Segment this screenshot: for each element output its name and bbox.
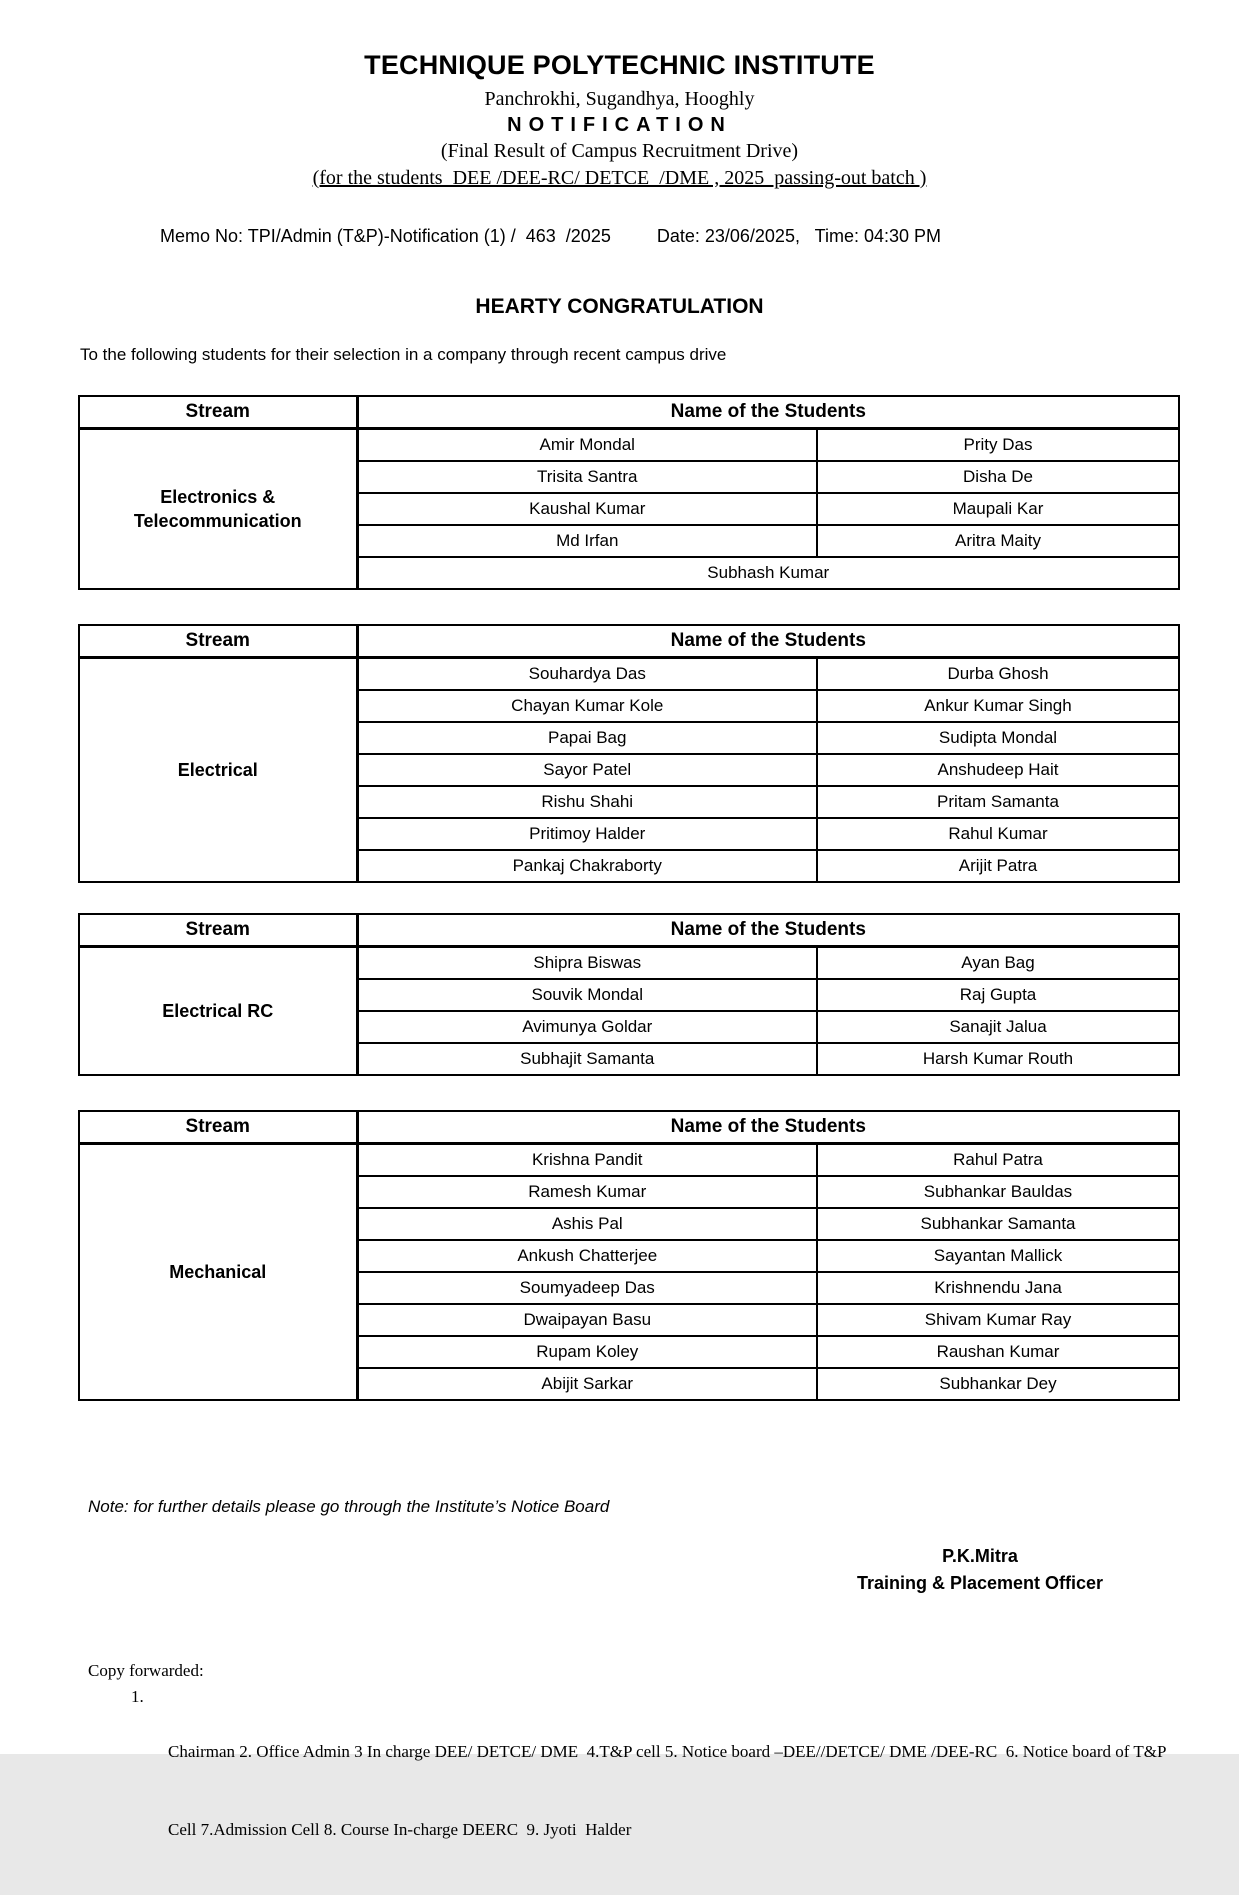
- student-name-cell: Abijit Sarkar: [357, 1368, 817, 1400]
- copy-forwarded-section: [88, 1661, 1239, 1895]
- student-name-cell: Pritimoy Halder: [357, 818, 817, 850]
- signature-block: [810, 1543, 1150, 1597]
- student-name-cell: Rishu Shahi: [357, 786, 817, 818]
- names-header-cell: Name of the Students: [357, 914, 1179, 947]
- notification-subtitle: (Final Result of Campus Recruitment Drive): [440, 140, 799, 162]
- copy-list-text: [168, 1687, 1178, 1895]
- names-header-cell: Name of the Students: [357, 625, 1179, 658]
- student-name-cell: Raushan Kumar: [817, 1336, 1179, 1368]
- stream-table-mechanical: [78, 1110, 1180, 1401]
- stream-cell: Electronics & Telecommunication: [79, 429, 357, 590]
- student-name-cell: Raj Gupta: [817, 979, 1179, 1011]
- student-name-cell: Kaushal Kumar: [357, 493, 817, 525]
- student-name-cell: Ramesh Kumar: [357, 1176, 817, 1208]
- student-name-cell: Souhardya Das: [357, 658, 817, 691]
- student-name-cell: Sayor Patel: [357, 754, 817, 786]
- names-header-cell: Name of the Students: [357, 1111, 1179, 1144]
- student-name-cell: Sayantan Mallick: [817, 1240, 1179, 1272]
- table-header-row: [79, 914, 1179, 947]
- institute-address: Panchrokhi, Sugandhya, Hooghly: [484, 88, 755, 110]
- signatory-title: Training & Placement Officer: [856, 1573, 1104, 1593]
- student-name-cell: Durba Ghosh: [817, 658, 1179, 691]
- student-name-cell: Maupali Kar: [817, 493, 1179, 525]
- memo-number: Memo No: TPI/Admin (T&P)-Notification (1) / 463 /2025: [160, 226, 611, 246]
- student-name-cell: Subhankar Bauldas: [817, 1176, 1179, 1208]
- stream-cell: Electrical: [79, 658, 357, 883]
- student-name-cell: Disha De: [817, 461, 1179, 493]
- table-header-row: [79, 1111, 1179, 1144]
- stream-header-cell: Stream: [79, 396, 357, 429]
- student-name-cell: Krishnendu Jana: [817, 1272, 1179, 1304]
- student-name-cell: Amir Mondal: [357, 429, 817, 462]
- student-name-cell: Krishna Pandit: [357, 1144, 817, 1177]
- student-name-cell: Rupam Koley: [357, 1336, 817, 1368]
- student-name-cell: Harsh Kumar Routh: [817, 1043, 1179, 1075]
- student-name-cell: Pritam Samanta: [817, 786, 1179, 818]
- stream-header-cell: Stream: [79, 625, 357, 658]
- student-name-cell: Ankur Kumar Singh: [817, 690, 1179, 722]
- student-name-cell: Avimunya Goldar: [357, 1011, 817, 1043]
- stream-table-electrical: [78, 624, 1180, 883]
- span-student-name-cell: Subhash Kumar: [357, 557, 1179, 589]
- student-name-cell: Arijit Patra: [817, 850, 1179, 882]
- student-name-cell: Ayan Bag: [817, 947, 1179, 980]
- student-name-cell: Shivam Kumar Ray: [817, 1304, 1179, 1336]
- student-name-cell: Ankush Chatterjee: [357, 1240, 817, 1272]
- audience-line: (for the students DEE /DEE-RC/ DETCE /DME , 2025 passing-out batch ): [312, 167, 927, 189]
- student-name-cell: Md Irfan: [357, 525, 817, 557]
- student-name-cell: Shipra Biswas: [357, 947, 817, 980]
- intro-text: To the following students for their selection in a company through recent campus drive: [80, 345, 727, 364]
- table-header-row: [79, 396, 1179, 429]
- stream-header-cell: Stream: [79, 914, 357, 947]
- student-name-cell: Ashis Pal: [357, 1208, 817, 1240]
- table-row: [79, 1144, 1179, 1177]
- student-name-cell: Soumyadeep Das: [357, 1272, 817, 1304]
- student-name-cell: Aritra Maity: [817, 525, 1179, 557]
- copy-list-line2: Cell 7.Admission Cell 8. Course In-charge DEERC 9. Jyoti Halder: [168, 1820, 632, 1839]
- student-name-cell: Dwaipayan Basu: [357, 1304, 817, 1336]
- stream-cell: Electrical RC: [79, 947, 357, 1076]
- table-row: [79, 947, 1179, 980]
- stream-table-electrical-rc: [78, 913, 1180, 1076]
- stream-header-cell: Stream: [79, 1111, 357, 1144]
- student-name-cell: Rahul Kumar: [817, 818, 1179, 850]
- note-text: Note: for further details please go through the Institute’s Notice Board: [88, 1497, 610, 1516]
- student-name-cell: Trisita Santra: [357, 461, 817, 493]
- memo-date-time: Date: 23/06/2025, Time: 04:30 PM: [656, 226, 942, 246]
- student-name-cell: Rahul Patra: [817, 1144, 1179, 1177]
- table-header-row: [79, 625, 1179, 658]
- table-row: [79, 658, 1179, 691]
- student-name-cell: Prity Das: [817, 429, 1179, 462]
- student-name-cell: Subhankar Dey: [817, 1368, 1179, 1400]
- student-name-cell: Sanajit Jalua: [817, 1011, 1179, 1043]
- student-name-cell: Souvik Mondal: [357, 979, 817, 1011]
- student-name-cell: Subhajit Samanta: [357, 1043, 817, 1075]
- student-name-cell: Sudipta Mondal: [817, 722, 1179, 754]
- student-name-cell: Chayan Kumar Kole: [357, 690, 817, 722]
- names-header-cell: Name of the Students: [357, 396, 1179, 429]
- table-row: [79, 429, 1179, 462]
- memo-line: [160, 226, 1239, 247]
- copy-list-number: 1.: [131, 1687, 144, 1706]
- notification-heading: NOTIFICATION: [507, 114, 732, 136]
- signatory-name: P.K.Mitra: [942, 1546, 1018, 1566]
- student-name-cell: Papai Bag: [357, 722, 817, 754]
- congrats-heading: HEARTY CONGRATULATION: [475, 295, 764, 318]
- student-name-cell: Pankaj Chakraborty: [357, 850, 817, 882]
- stream-table-electronics-telecommunication: [78, 395, 1180, 590]
- institute-title: TECHNIQUE POLYTECHNIC INSTITUTE: [364, 50, 875, 80]
- student-name-cell: Anshudeep Hait: [817, 754, 1179, 786]
- copy-forwarded-item: [88, 1687, 1239, 1895]
- copy-forwarded-label: Copy forwarded:: [88, 1661, 204, 1680]
- student-name-cell: Subhankar Samanta: [817, 1208, 1179, 1240]
- stream-cell: Mechanical: [79, 1144, 357, 1401]
- copy-list-line1: Chairman 2. Office Admin 3 In charge DEE/ DETCE/ DME 4.T&P cell 5. Notice board –DEE//DETCE/ DME /DEE-RC 6. Notice board of T&P: [168, 1742, 1167, 1761]
